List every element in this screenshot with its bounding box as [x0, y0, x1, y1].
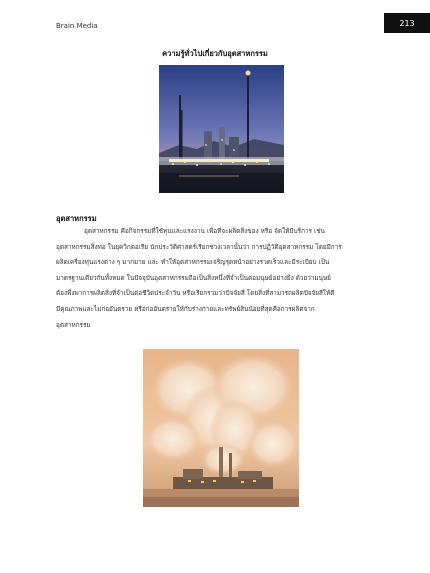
paragraph-line: อุตสาหกรรมสิ่งทอ ในยุควิกตอเรีย นักประวัติศาสตร์เรียกช่วงเวลานั้นว่า การปฏิวัติอุตสาหกรรม โดยมีการ [56, 242, 342, 251]
section-heading: ความรู้ทั่วไปเกี่ยวกับอุตสาหกรรม [162, 49, 268, 58]
paragraph-line: ผลิตเครื่องทุ่นแรงต่าง ๆ มากมาย และ ทำให้อุตสาหกรรมเจริญรุดหน้าอย่างรวดเร็วและมีระเบียบ เป็น [56, 258, 330, 267]
refinery-photo [159, 65, 284, 193]
subheading: อุตสาหกรรม [56, 214, 97, 223]
paragraph-line: อุตสาหกรรม คือกิจกรรมที่ใช้ทุนและแรงงาน เพื่อที่จะผลิตสิ่งของ หรือ จัดให้มีบริการ เช่น [84, 227, 325, 235]
smokestack-photo [143, 349, 299, 507]
page-number-badge: 213 [384, 13, 430, 33]
header-brand: Brain Media [56, 22, 98, 30]
paragraph-line: มาตรฐานเดียวกันทั้งหมด ในปัจจุบันอุตสาหกรรมถือเป็นสิ่งหนึ่งที่จำเป็นต่อมนุษย์อย่างยิ่ง ด้วยว่ามนุษย์ [56, 273, 331, 282]
paragraph-line: มีคุณภาพและไม่ก่ออันตราย หรือก่ออันตรายให้กับร่างกายและทรัพย์สินน้อยที่สุดคือการผลิตจาก [56, 304, 315, 313]
paragraph-line: อุตสาหกรรม [56, 320, 91, 329]
paragraph-line: ต้องพึ่งพาการผลิตสิ่งที่จำเป็นต่อชีวิตประจำวัน หรือเรียกรวมว่าปัจจัยสี่ โดยสิ่งที่สามารถผลิตปัจจัยสี่ให้ดี [56, 289, 335, 298]
body-paragraph [56, 224, 378, 333]
